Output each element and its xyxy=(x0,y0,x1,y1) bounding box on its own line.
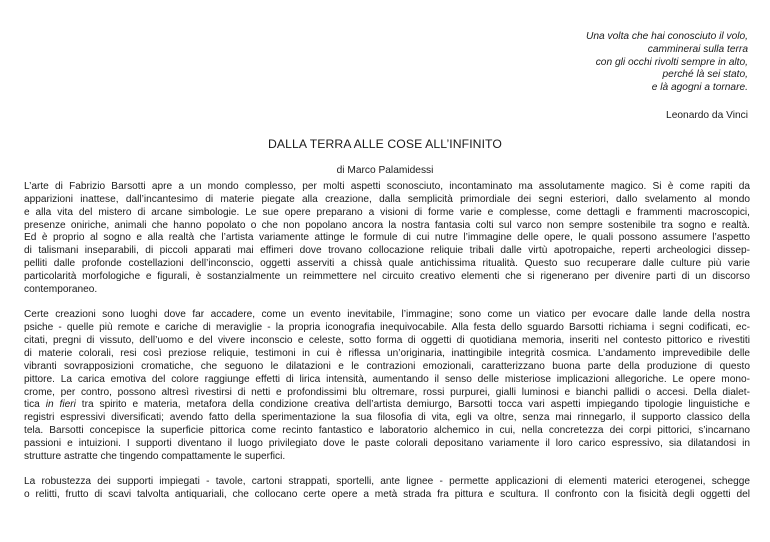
text-line: particolarità morfologiche e figurali, è sostanzialmente un reimmettere nel circuito creativo elementi che si rigenerano per divenire parti di un discorso xyxy=(24,270,750,282)
epigraph-line: perché là sei stato, xyxy=(662,69,748,81)
text-line: citati, pregni di vissuto, dell’uomo e del vivere inconscio e celeste, sotto forma di oggetti di quotidiana memoria, inseriti nel contesto pittorico e rivestiti xyxy=(24,335,750,347)
text-line: o relitti, frutto di scavi talvolta antiquariali, che collocano certe opere a metà strada fra pittura e scultura. Il confronto con la fisicità degli oggetti del xyxy=(24,489,750,501)
epigraph-line: Una volta che hai conosciuto il volo, xyxy=(586,31,748,42)
epigraph-line: camminerai sulla terra xyxy=(647,43,748,55)
text-line: psiche - quelle più remote e cariche di meraviglie - la propria iconografia inequivocabile. Alla festa dello sguardo Barsotti richiama i segni codificati, ec- xyxy=(24,322,750,334)
text-line: di materie colorali, resi così preziose reliquie, testimoni in cui è riflessa un’originaria, inattingibile integrità cosmica. L’andamento imprevedibile delle xyxy=(24,347,750,359)
text-line: passioni e intuizioni. I supporti diventano il luogo privilegiato dove le paste colorali depositano variamente il loro carico espressivo, sia dilatandosi in xyxy=(24,437,750,449)
text-line: L’arte di Fabrizio Barsotti apre a un mondo complesso, per molti aspetti sconosciuto, incontaminato ma assolutamente magico. Si è come rapiti da xyxy=(24,181,750,192)
text-line: di talismani inseparabili, di piccoli apparati mai effimeri dove trovano collocazione reliquie tribali dalle virtù apotropaiche, reperti archeologici dissep- xyxy=(24,245,750,257)
article-byline: di Marco Palamidessi xyxy=(336,165,434,176)
text-line: e alla vita del mistero di arcane simbologie. Le sue opere preparano a visioni di forme varie e complesse, come dettagli e frammenti macroscopici, xyxy=(24,206,750,218)
epigraph-line: e là agogni a tornare. xyxy=(651,82,748,94)
text-line: presenze oniriche, animali che hanno popolato o che non popolano ancora la nostra fantasia colti sul varco non sempre sostenibile tra sogno e realtà. xyxy=(24,219,750,231)
paragraph xyxy=(24,181,750,297)
text-line: tica in fieri tra spirito e materia, metafora della condizione creativa dell’artista demiurgo, Barsotti tocca vari aspetti impiegando tipologie linguistiche e xyxy=(24,399,750,411)
text-line: vibranti sovrapposizioni cromatiche, che seguono le dilatazioni e le contrazioni emozionali, caratterizzano buona parte della produzione di questo xyxy=(24,360,750,372)
article-body xyxy=(24,181,750,515)
text-line: registri espressivi diversificati; avendo fatto della sperimentazione la sua filosofia di vita, egli va oltre, senza mai rinnegarlo, il supporto classico della xyxy=(24,412,750,424)
italic-phrase: in fieri xyxy=(45,399,76,411)
text-line: pelliti dalle profonde costellazioni dell’inconscio, oggetti asserviti a chissà quale antichissima ritualità. Questo suo recuperare dalle culture più varie xyxy=(24,258,750,270)
text-line: pittore. La carica emotiva del colore raggiunge effetti di lirica intensità, aumentando il senso delle misteriose implicazioni allegoriche. Le opere mono- xyxy=(24,373,750,385)
epigraph-line: con gli occhi rivolti sempre in alto, xyxy=(595,56,748,68)
text-line: Ed è proprio al sogno e alla realtà che l’artista variamente attinge le formule di cui nutre l’immagine delle opere, le quali possono assumere l’aspetto xyxy=(24,232,750,244)
text-line: La robustezza dei supporti impiegati - tavole, cartoni strappati, sportelli, ante lignee - permette applicazioni di elementi materici eterogenei, schegge xyxy=(24,476,750,488)
text-line: contemporaneo. xyxy=(24,283,98,295)
text-line: crome, per contro, possono altresì rivestirsi di netti e profondissimi blu oltremare, rossi purpurei, gialli luminosi e bianchi pallidi o accesi. Della dialet- xyxy=(24,386,750,398)
text-line: tela. Barsotti concepisce la superficie pittorica come recinto fantastico e laboratorio alchemico in cui, nella concretezza dei corpi pittorici, s’incarnano xyxy=(24,425,750,437)
paragraph xyxy=(24,476,750,502)
text-line: apparizioni inattese, dall’incantesimo di materie piegate alla creazione, dalla semplicità primordiale dei segni esteriori, dallo svelamento al mondo xyxy=(24,193,750,205)
epigraph-author: Leonardo da Vinci xyxy=(666,110,748,121)
article-title: DALLA TERRA ALLE COSE ALL’INFINITO xyxy=(268,137,502,151)
text-line: strutture astratte che tingendo compattamente le superfici. xyxy=(24,450,286,462)
epigraph xyxy=(428,31,748,95)
paragraph xyxy=(24,309,750,463)
text-line: Certe creazioni sono luoghi dove far accadere, come un evento inevitabile, l’immagine; sono come un viatico per evocare dalle lande della nostra xyxy=(24,309,750,321)
